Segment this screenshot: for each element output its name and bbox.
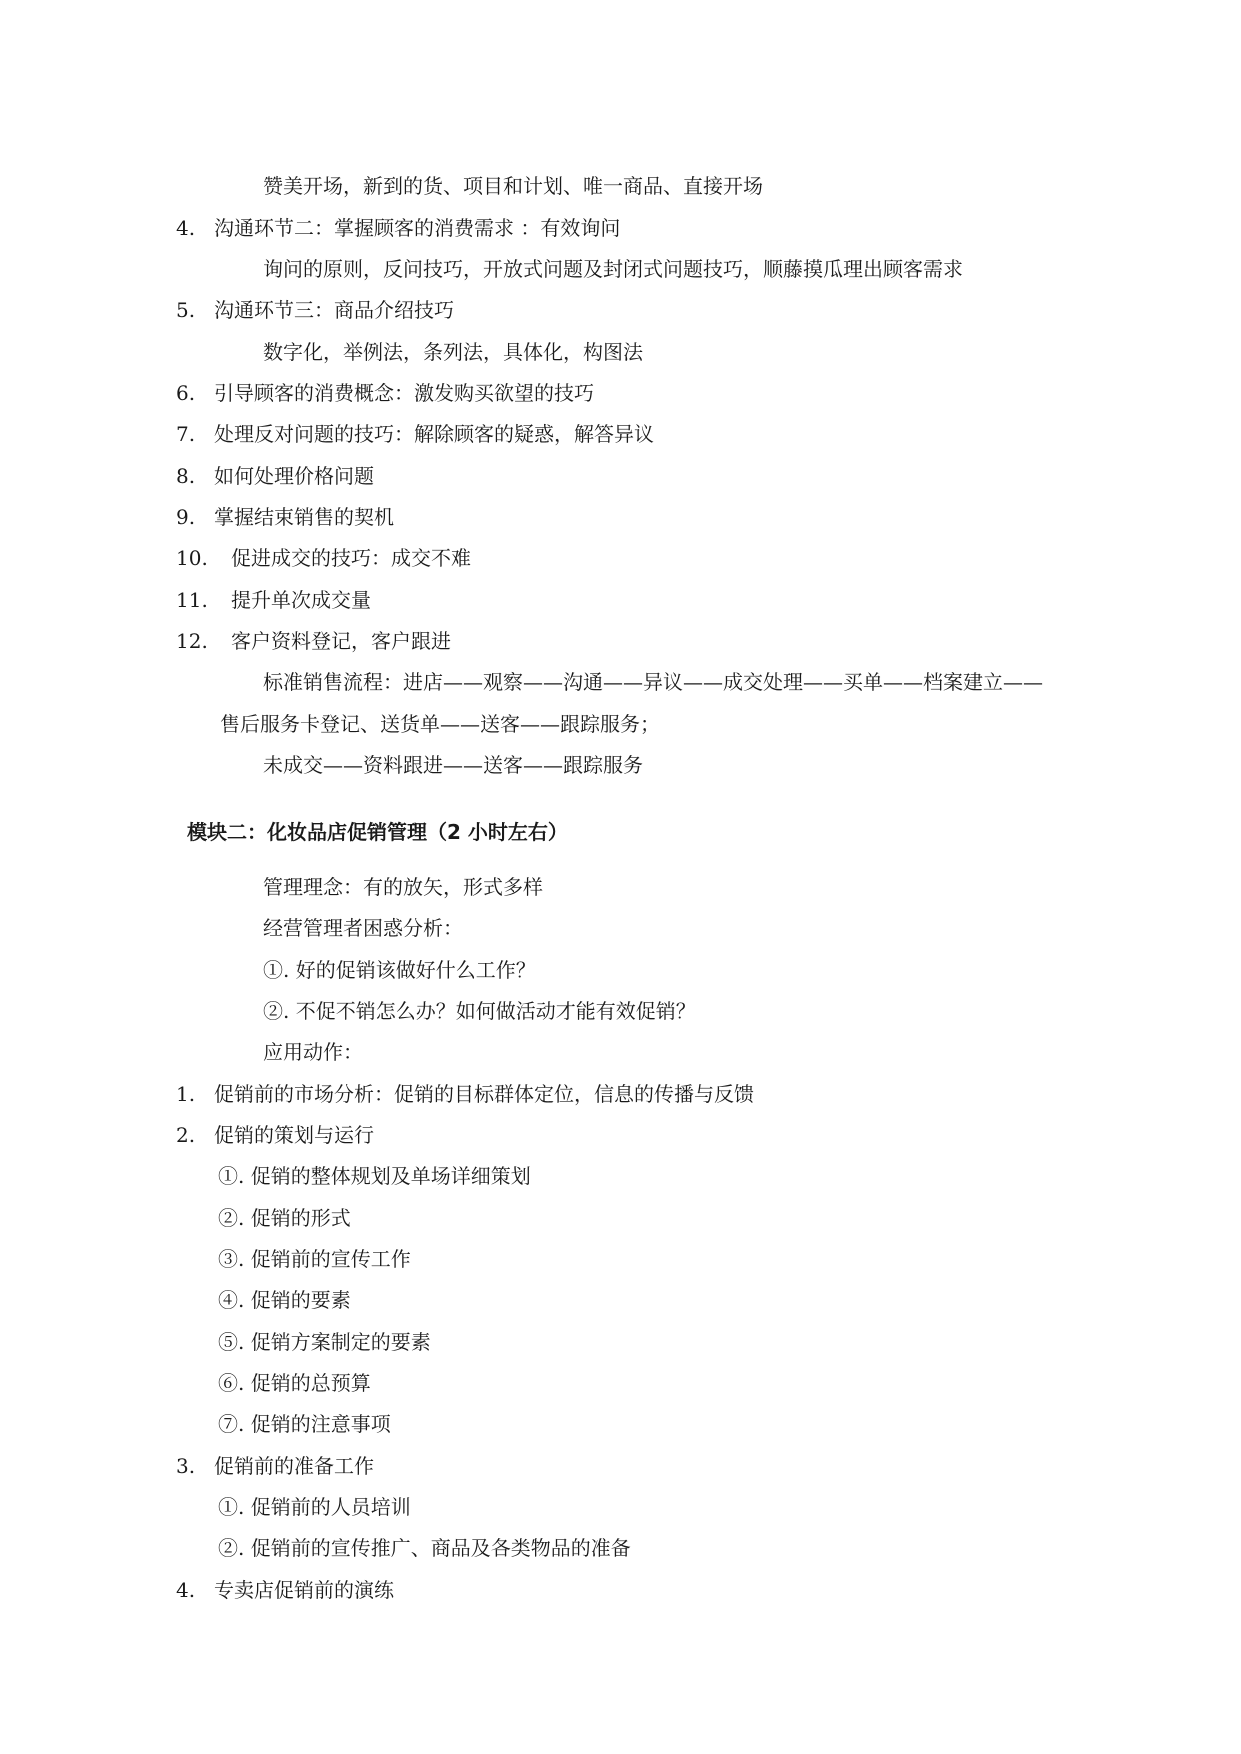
text-line: 询问的原则，反问技巧，开放式问题及封闭式问题技巧，顺藤摸瓜理出顾客需求 [263, 257, 963, 281]
list-number: 4. [176, 216, 196, 240]
list-item: 沟通环节二：掌握顾客的消费需求 ：有效询问 [214, 216, 621, 240]
list-number: 8. [176, 464, 196, 488]
list-item: 沟通环节三：商品介绍技巧 [214, 298, 454, 322]
sub-item: ②. 促销的形式 [218, 1206, 351, 1230]
list-item: 专卖店促销前的演练 [214, 1578, 394, 1602]
list-number: 11. [176, 588, 208, 612]
list-number: 1. [176, 1082, 196, 1106]
text-line: 标准销售流程：进店——观察——沟通——异议——成交处理——买单——档案建立—— [263, 670, 1043, 694]
list-item: 客户资料登记，客户跟进 [231, 629, 451, 653]
list-item: 促销的策划与运行 [214, 1123, 374, 1147]
list-item: 促销前的准备工作 [214, 1454, 374, 1478]
sub-item: ⑦. 促销的注意事项 [218, 1412, 391, 1436]
list-number: 7. [176, 422, 196, 446]
list-item: 提升单次成交量 [231, 588, 371, 612]
list-item: 促销前的市场分析：促销的目标群体定位，信息的传播与反馈 [214, 1082, 754, 1106]
text-line: 管理理念：有的放矢，形式多样 [263, 875, 543, 899]
list-item: 促进成交的技巧：成交不难 [231, 546, 471, 570]
list-number: 12. [176, 629, 208, 653]
list-number: 5. [176, 298, 196, 322]
sub-item: ⑥. 促销的总预算 [218, 1371, 371, 1395]
list-number: 6. [176, 381, 196, 405]
text-line: 售后服务卡登记、送货单——送客——跟踪服务； [220, 712, 660, 736]
list-item: 如何处理价格问题 [214, 464, 374, 488]
text-line: 赞美开场，新到的货、项目和计划、唯一商品、直接开场 [263, 174, 763, 198]
text-line: ②. 不促不销怎么办？如何做活动才能有效促销？ [263, 999, 696, 1023]
list-item: 处理反对问题的技巧：解除顾客的疑惑，解答异议 [214, 422, 654, 446]
list-item: 引导顾客的消费概念：激发购买欲望的技巧 [214, 381, 594, 405]
list-number: 10. [176, 546, 208, 570]
list-number: 3. [176, 1454, 196, 1478]
text-line: 应用动作： [263, 1040, 363, 1064]
list-number: 4. [176, 1578, 196, 1602]
sub-item: ③. 促销前的宣传工作 [218, 1247, 411, 1271]
list-item: 掌握结束销售的契机 [214, 505, 394, 529]
sub-item: ⑤. 促销方案制定的要素 [218, 1330, 431, 1354]
section-heading: 模块二：化妆品店促销管理（2 小时左右） [187, 820, 568, 844]
sub-item: ①. 促销前的人员培训 [218, 1495, 411, 1519]
text-line: 数字化，举例法，条列法，具体化，构图法 [263, 340, 643, 364]
text-line: ①. 好的促销该做好什么工作？ [263, 958, 536, 982]
sub-item: ④. 促销的要素 [218, 1288, 351, 1312]
text-line: 经营管理者困惑分析： [263, 916, 463, 940]
list-number: 2. [176, 1123, 196, 1147]
sub-item: ①. 促销的整体规划及单场详细策划 [218, 1164, 531, 1188]
list-number: 9. [176, 505, 196, 529]
text-line: 未成交——资料跟进——送客——跟踪服务 [263, 753, 643, 777]
sub-item: ②. 促销前的宣传推广、商品及各类物品的准备 [218, 1536, 631, 1560]
